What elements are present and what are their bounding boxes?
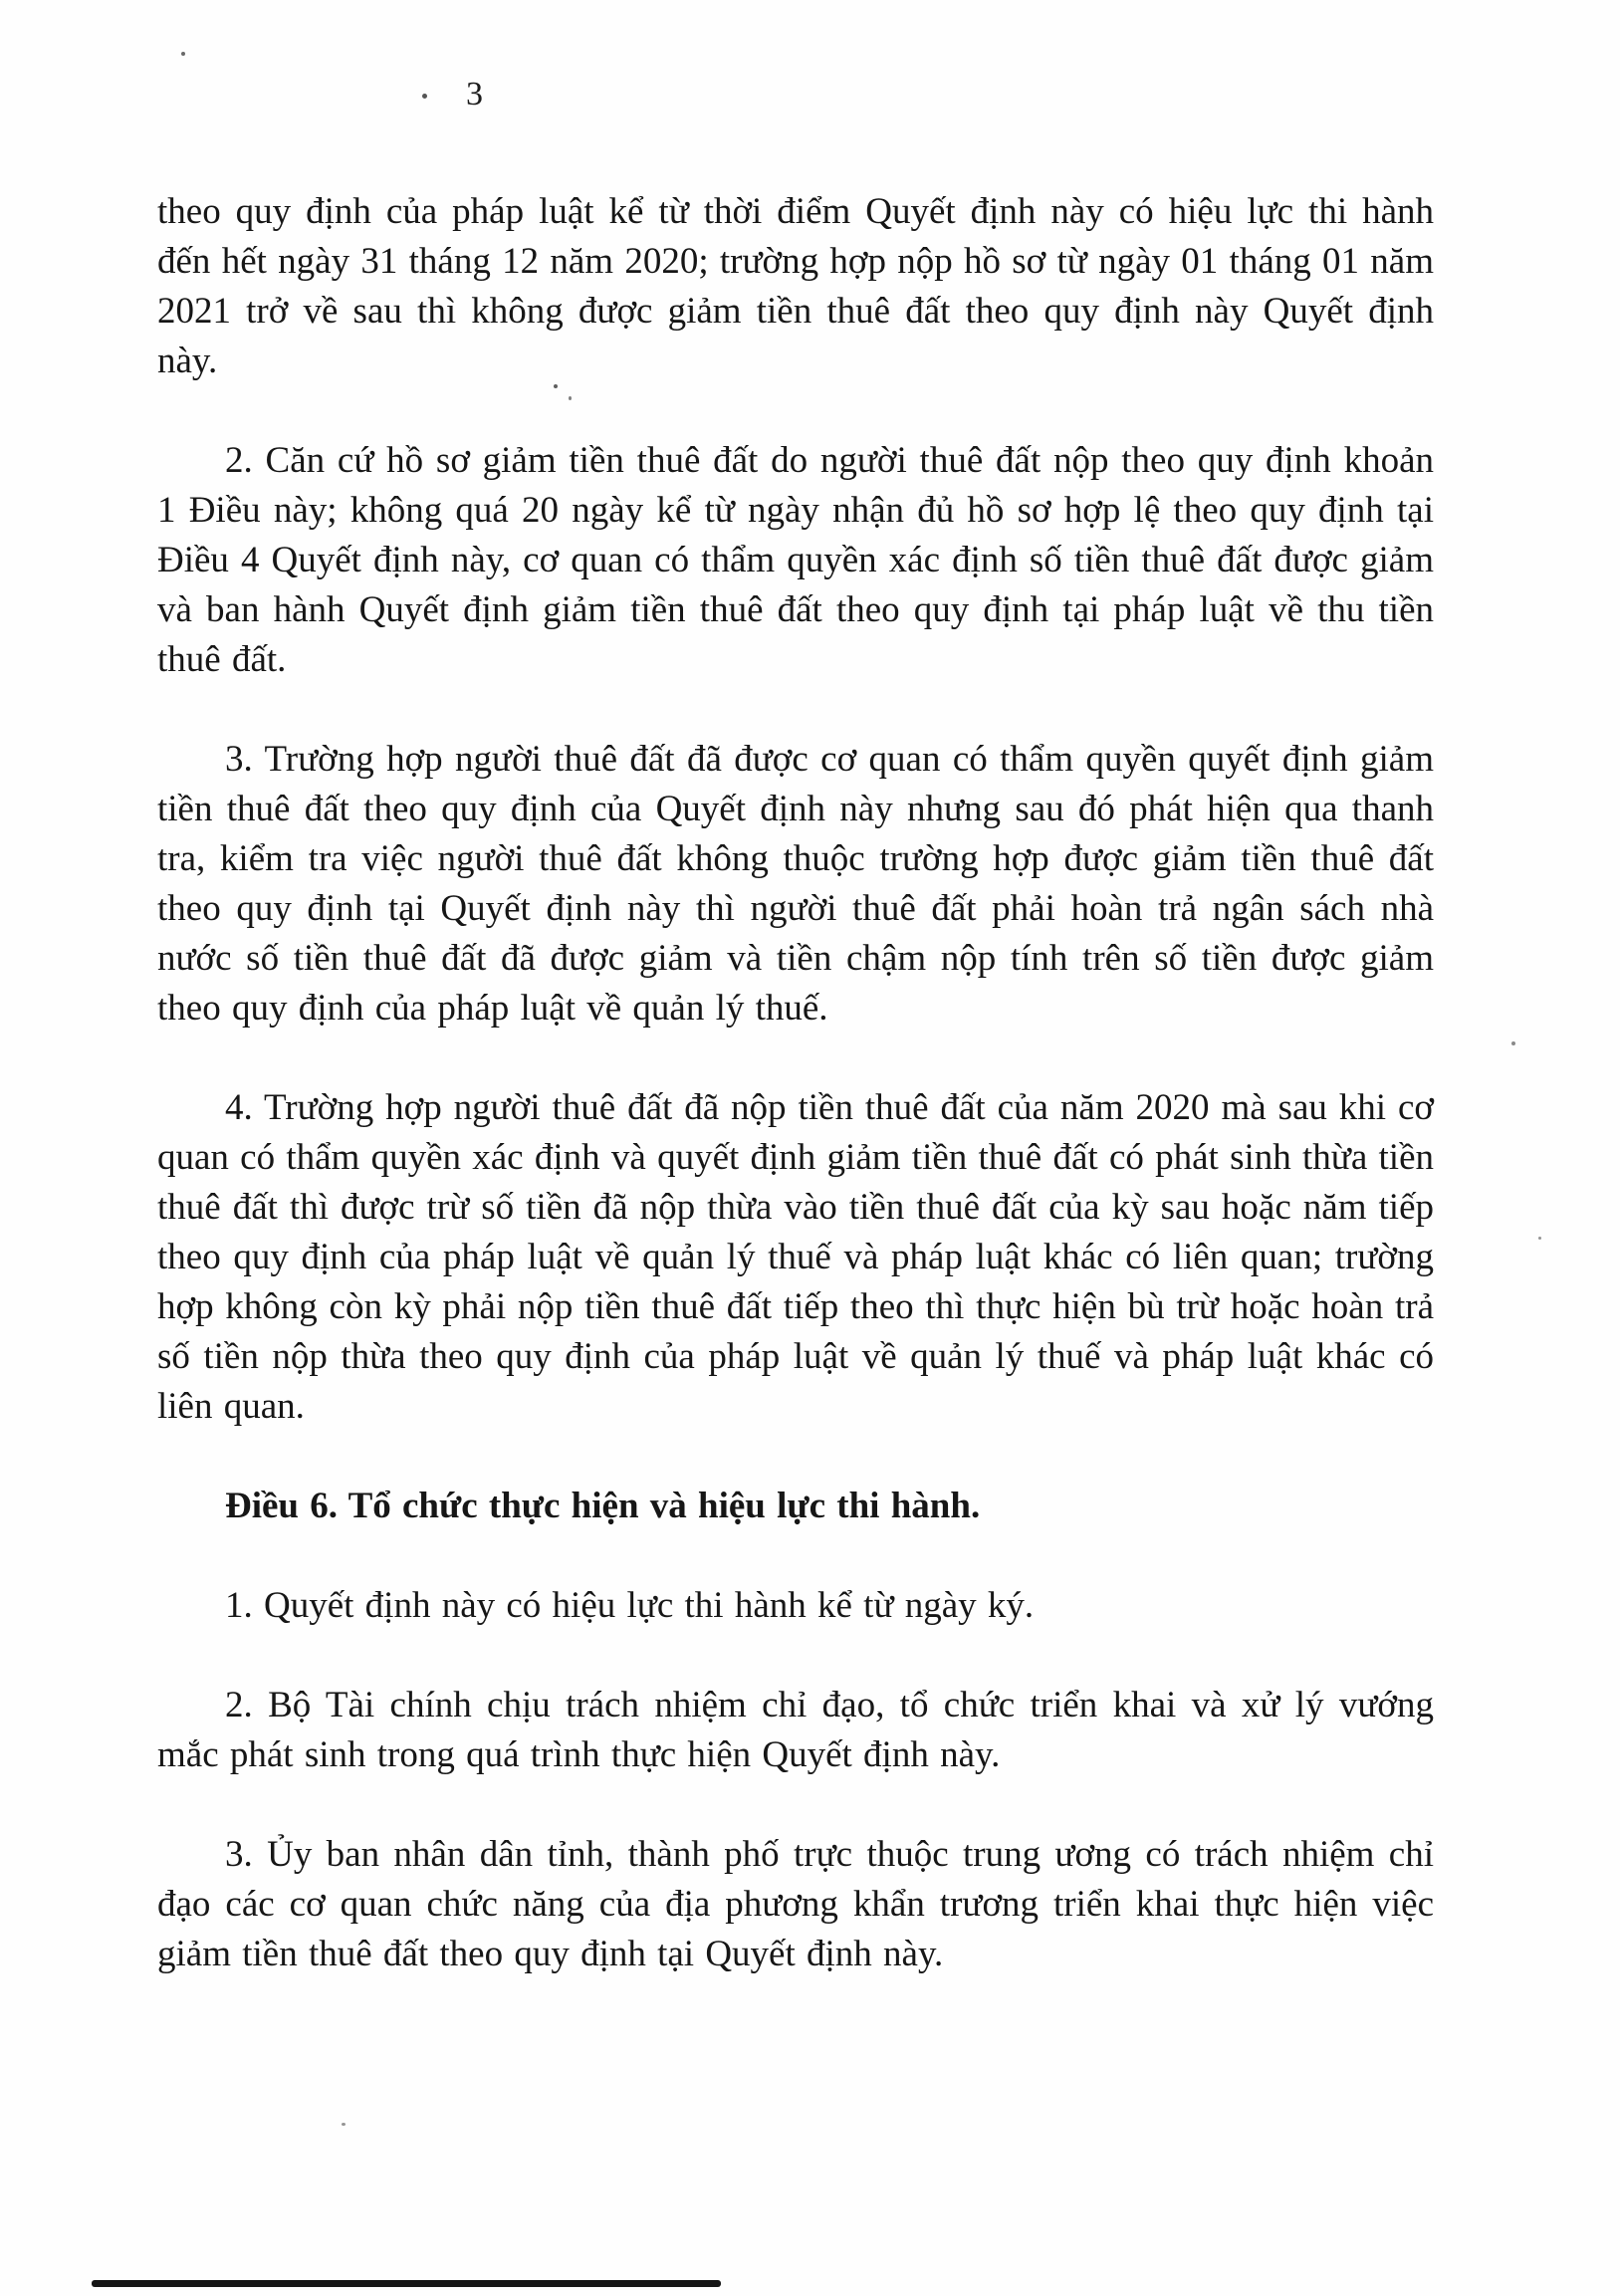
scan-noise-dot [181, 52, 185, 56]
paragraph-clause-2: 2. Căn cứ hồ sơ giảm tiền thuê đất do người thuê đất nộp theo quy định khoản 1 Điều này; không quá 20 ngày kể từ ngày nhận đủ hồ sơ hợp lệ theo quy định tại Điều 4 Quyết định này, cơ quan có thẩm quyền xác định số tiền thuê đất được giảm và ban hành Quyết định giảm tiền thuê đất theo quy định tại pháp luật về thu tiền thuê đất. [157, 440, 1434, 680]
scan-noise-dot [1511, 1041, 1515, 1045]
paragraph-continuation: theo quy định của pháp luật kể từ thời điểm Quyết định này có hiệu lực thi hành đến hết ngày 31 tháng 12 năm 2020; trường hợp nộp hồ sơ từ ngày 01 tháng 01 năm 2021 trở về sau thì không được giảm tiền thuê đất theo quy định này Quyết định này. [157, 191, 1434, 381]
paragraph-clause-3: 3. Trường hợp người thuê đất đã được cơ quan có thẩm quyền quyết định giảm tiền thuê đất theo quy định của Quyết định này nhưng sau đó phát hiện qua thanh tra, kiểm tra việc người thuê đất không thuộc trường hợp được giảm tiền thuê đất theo quy định tại Quyết định này thì người thuê đất phải hoàn trả ngân sách nhà nước số tiền thuê đất đã được giảm và tiền chậm nộp tính trên số tiền được giảm theo quy định của pháp luật về quản lý thuế. [157, 739, 1434, 1029]
paragraph-article6-clause-2: 2. Bộ Tài chính chịu trách nhiệm chỉ đạo, tổ chức triển khai và xử lý vướng mắc phát sinh trong quá trình thực hiện Quyết định này. [157, 1685, 1434, 1775]
scan-noise-dot [1538, 1237, 1541, 1240]
scan-noise-dot [554, 384, 558, 388]
scan-edge-line [92, 2280, 721, 2287]
article-6-heading: Điều 6. Tổ chức thực hiện và hiệu lực thi hành. [225, 1486, 981, 1526]
scan-noise-dot [569, 396, 572, 400]
paragraph-clause-4: 4. Trường hợp người thuê đất đã nộp tiền thuê đất của năm 2020 mà sau khi cơ quan có thẩm quyền xác định và quyết định giảm tiền thuê đất có phát sinh thừa tiền thuê đất thì được trừ số tiền đã nộp thừa vào tiền thuê đất của kỳ sau hoặc năm tiếp theo quy định của pháp luật về quản lý thuế và pháp luật khác có liên quan; trường hợp không còn kỳ phải nộp tiền thuê đất tiếp theo thì thực hiện bù trừ hoặc hoàn trả số tiền nộp thừa theo quy định của pháp luật về quản lý thuế và pháp luật khác có liên quan. [157, 1087, 1434, 1427]
scan-noise-dot [422, 94, 427, 99]
paragraph-article6-clause-3: 3. Ủy ban nhân dân tỉnh, thành phố trực thuộc trung ương có trách nhiệm chỉ đạo các cơ quan chức năng của địa phương khẩn trương triển khai thực hiện việc giảm tiền thuê đất theo quy định tại Quyết định này. [157, 1834, 1434, 1974]
paragraph-article6-clause-1: 1. Quyết định này có hiệu lực thi hành kể từ ngày ký. [225, 1585, 1035, 1626]
document-body [157, 187, 1434, 2029]
page-number: 3 [466, 76, 484, 113]
scan-noise-dot [342, 2123, 346, 2126]
